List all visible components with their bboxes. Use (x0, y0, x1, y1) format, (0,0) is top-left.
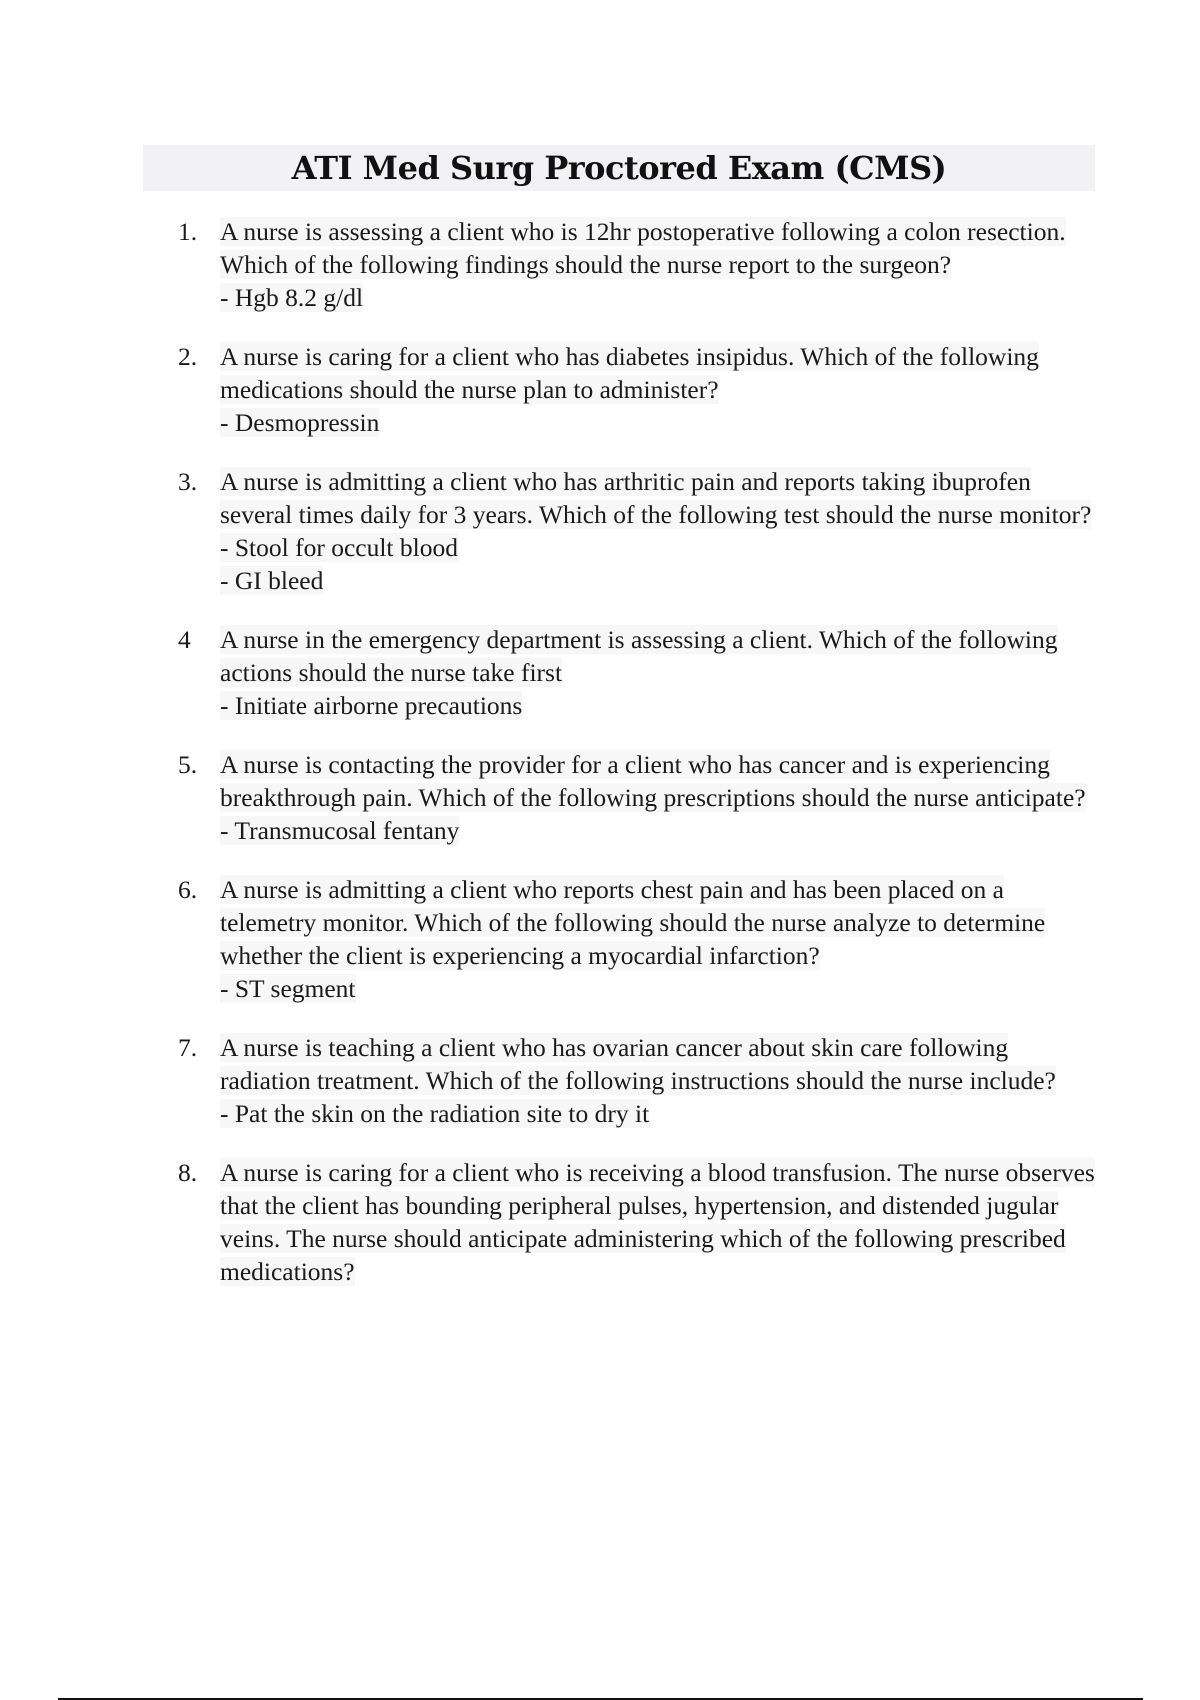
title-bar (143, 145, 1095, 191)
answer-line (220, 972, 1098, 1005)
answer-text: - Initiate airborne precautions (220, 691, 523, 720)
document-title: ATI Med Surg Proctored Exam (CMS) (291, 149, 947, 187)
answer-text: - ST segment (220, 974, 356, 1003)
question-number: 4 (178, 625, 191, 654)
question-item (178, 748, 1098, 847)
answer-line (220, 531, 1098, 564)
question-number: 3. (178, 467, 198, 496)
question-number: 7. (178, 1033, 198, 1062)
answer-line (220, 564, 1098, 597)
question-number: 1. (178, 217, 198, 246)
question-number: 2. (178, 342, 198, 371)
answer-text: - Pat the skin on the radiation site to dry it (220, 1099, 650, 1128)
question-text: A nurse is caring for a client who is receiving a blood transfusion. The nurse observes that the client has bounding peripheral pulses, hypertension, and distended jugular veins. The nurse should anticipate administering which of the following prescribed medications? (220, 1158, 1095, 1286)
question-text: A nurse is contacting the provider for a client who has cancer and is experiencing breakthrough pain. Which of the following prescriptions should the nurse anticipate? (220, 750, 1086, 812)
question-text: A nurse is admitting a client who reports chest pain and has been placed on a telemetry monitor. Which of the following should the nurse analyze to determine whether the client is experiencing a myocardial infarction? (220, 875, 1046, 970)
question-text: A nurse is caring for a client who has diabetes insipidus. Which of the following medications should the nurse plan to administer? (220, 342, 1039, 404)
answer-line (220, 1097, 1098, 1130)
answer-line (220, 281, 1098, 314)
question-item (178, 340, 1098, 439)
question-text: A nurse in the emergency department is assessing a client. Which of the following actions should the nurse take first (220, 625, 1058, 687)
question-item (178, 623, 1098, 722)
answer-text: - Desmopressin (220, 408, 380, 437)
question-text: A nurse is teaching a client who has ovarian cancer about skin care following radiation treatment. Which of the following instructions should the nurse include? (220, 1033, 1056, 1095)
question-list (178, 215, 1098, 1288)
question-item (178, 1031, 1098, 1130)
question-number: 6. (178, 875, 198, 904)
question-number: 8. (178, 1158, 198, 1187)
answer-line (220, 406, 1098, 439)
question-number: 5. (178, 750, 198, 779)
answer-line (220, 689, 1098, 722)
answer-text: - Hgb 8.2 g/dl (220, 283, 364, 312)
question-item (178, 215, 1098, 314)
answer-text: - Stool for occult blood (220, 533, 458, 562)
answer-text: - Transmucosal fentany (220, 816, 460, 845)
question-text: A nurse is assessing a client who is 12hr postoperative following a colon resection. Which of the following findings should the nurse report to the surgeon? (220, 217, 1066, 279)
answer-line (220, 814, 1098, 847)
question-item (178, 465, 1098, 597)
question-item (178, 1156, 1098, 1288)
answer-text: - GI bleed (220, 566, 324, 595)
question-text: A nurse is admitting a client who has arthritic pain and reports taking ibuprofen several times daily for 3 years. Which of the following test should the nurse monitor? (220, 467, 1092, 529)
question-item (178, 873, 1098, 1005)
